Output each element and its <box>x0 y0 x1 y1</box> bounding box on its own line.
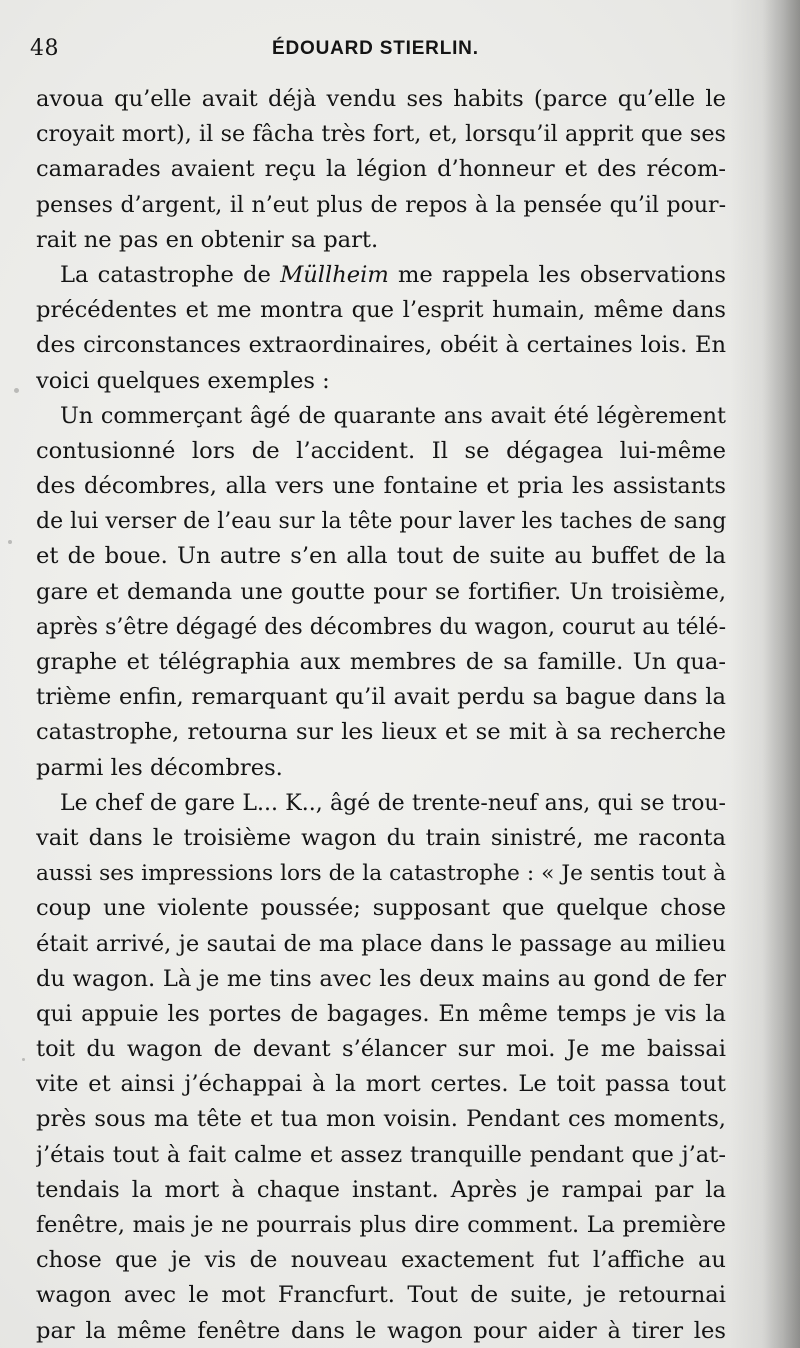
paper-speck <box>8 540 12 544</box>
text-line: vite et ainsi j’échappai à la mort certes. Le toit passa tout <box>36 1071 726 1098</box>
text-line: par la même fenêtre dans le wagon pour aider à tirer les <box>36 1317 726 1344</box>
text-line: trième enfin, remarquant qu’il avait perdu sa bague dans la <box>36 684 726 711</box>
text-line: graphe et télégraphia aux membres de sa famille. Un qua- <box>36 649 726 675</box>
text-line: Le chef de gare L... K.., âgé de trente-neuf ans, qui se trou- <box>60 790 726 816</box>
text-line: contusionné lors de l’accident. Il se dégagea lui-même <box>36 437 726 464</box>
text-line: coup une violente poussée; supposant que quelque chose <box>36 895 726 922</box>
paper-speck <box>22 1058 25 1061</box>
text-line-part: me rappela les observations <box>388 261 726 288</box>
text-line: voici quelques exemples : <box>36 367 330 394</box>
text-line: précédentes et me montra que l’esprit humain, même dans <box>36 297 726 324</box>
text-line: wagon avec le mot Francfurt. Tout de suite, je retournai <box>36 1282 726 1309</box>
text-line: était arrivé, je sautai de ma place dans le passage au milieu <box>36 930 726 957</box>
text-line: vait dans le troisième wagon du train sinistré, me raconta <box>36 824 726 851</box>
text-line: catastrophe, retourna sur les lieux et se mit à sa recherche <box>36 719 726 746</box>
text-line: tendais la mort à chaque instant. Après je rampai par la <box>36 1176 726 1203</box>
text-line: de lui verser de l’eau sur la tête pour laver les taches de sang <box>36 509 726 535</box>
paper-speck <box>14 388 19 393</box>
text-line: fenêtre, mais je ne pourrais plus dire comment. La première <box>36 1212 726 1238</box>
text-line: après s’être dégagé des décombres du wagon, courut au télé- <box>36 614 726 640</box>
text-line: qui appuie les portes de bagages. En même temps je vis la <box>36 1000 726 1027</box>
text-line: penses d’argent, il n’eut plus de repos à la pensée qu’il pour- <box>36 192 726 218</box>
text-line: camarades avaient reçu la légion d’honneur et des récom- <box>36 156 726 183</box>
body-text <box>36 82 726 1348</box>
text-line: croyait mort), il se fâcha très fort, et, lorsqu’il apprit que ses <box>36 121 726 148</box>
text-line-part: La catastrophe de <box>60 261 281 288</box>
text-line: Un commerçant âgé de quarante ans avait été légèrement <box>60 402 726 429</box>
text-line: gare et demanda une goutte pour se fortifier. Un troisième, <box>36 578 726 605</box>
text-line: j’étais tout à fait calme et assez tranquille pendant que j’at- <box>36 1141 726 1168</box>
text-line: et de boue. Un autre s’en alla tout de suite au buffet de la <box>36 543 726 570</box>
page-header <box>30 36 730 66</box>
text-line: toit du wagon de devant s’élancer sur moi. Je me baissai <box>36 1036 726 1063</box>
text-line: avoua qu’elle avait déjà vendu ses habits (parce qu’elle le <box>36 86 726 112</box>
italic-place-name: Müllheim <box>280 261 389 288</box>
text-line: près sous ma tête et tua mon voisin. Pendant ces moments, <box>36 1106 726 1133</box>
page-number: 48 <box>30 36 59 61</box>
text-line: parmi les décombres. <box>36 754 283 781</box>
text-line: du wagon. Là je me tins avec les deux mains au gond de fer <box>36 965 726 992</box>
text-line: des circonstances extraordinaires, obéit à certaines lois. En <box>36 332 726 359</box>
text-line: rait ne pas en obtenir sa part. <box>36 226 379 253</box>
running-head: ÉDOUARD STIERLIN. <box>272 38 479 59</box>
text-line: chose que je vis de nouveau exactement fut l’affiche au <box>36 1247 726 1274</box>
text-line <box>36 258 726 293</box>
text-line: aussi ses impressions lors de la catastrophe : « Je sentis tout à <box>36 861 726 887</box>
text-line: des décombres, alla vers une fontaine et pria les assistants <box>36 473 726 500</box>
page-edge-shadow <box>762 0 800 1348</box>
